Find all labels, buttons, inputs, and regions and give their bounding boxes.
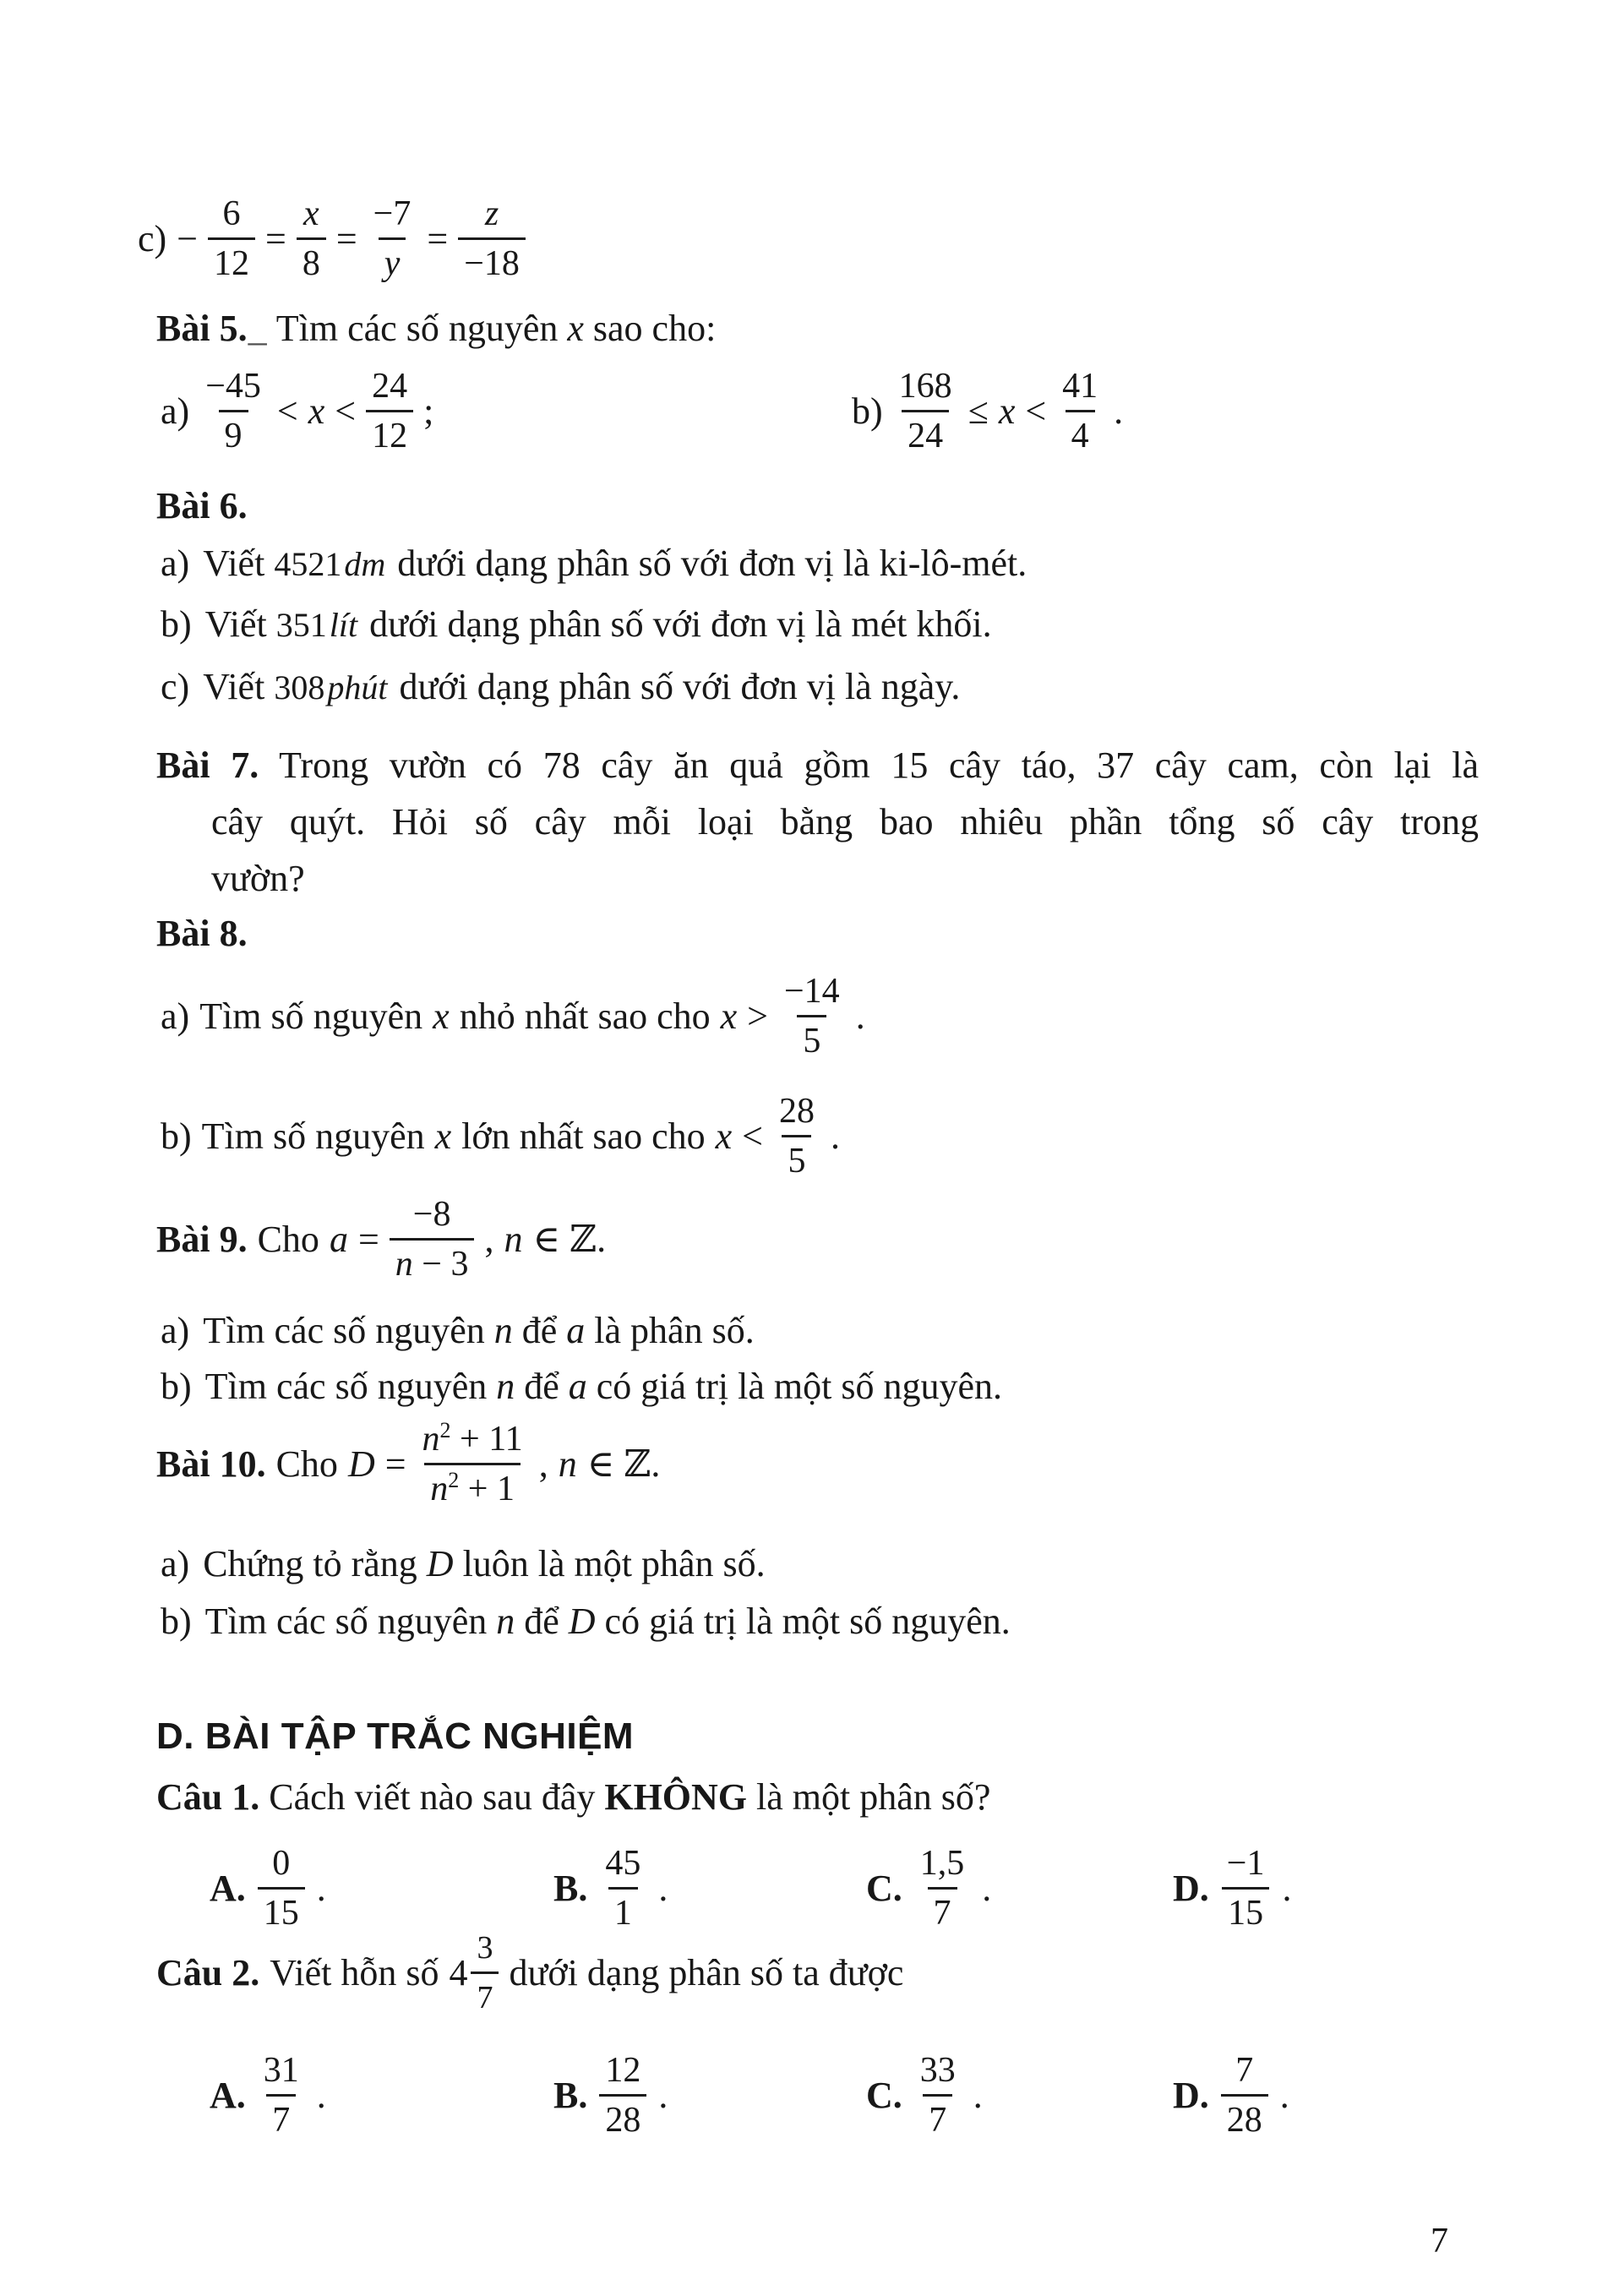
whole-number: 4 bbox=[449, 1952, 468, 1993]
exercise-label: Bài 8. bbox=[156, 913, 248, 954]
exercise-c-equation bbox=[138, 193, 526, 285]
option-letter: B. bbox=[553, 1868, 588, 1909]
denominator: 7 bbox=[471, 1972, 499, 2019]
unit: lít bbox=[329, 606, 358, 644]
denominator: 7 bbox=[928, 1887, 957, 1934]
item-label: b) bbox=[161, 1115, 192, 1157]
option-a bbox=[210, 1842, 326, 1934]
numerator: −8 bbox=[412, 1195, 451, 1234]
denominator: 5 bbox=[797, 1015, 826, 1062]
denominator: $n^2 + 1$ bbox=[424, 1463, 521, 1510]
punctuation: , bbox=[484, 1219, 494, 1260]
option-letter: C. bbox=[866, 1868, 902, 1909]
punctuation: . bbox=[316, 1868, 326, 1909]
equals-sign: = bbox=[335, 218, 357, 259]
fraction bbox=[199, 365, 267, 457]
exercise-label: Bài 5. bbox=[156, 308, 248, 349]
exercise-label: Bài 7. bbox=[156, 744, 259, 786]
numerator: 33 bbox=[919, 2051, 956, 2090]
option-c bbox=[866, 2049, 983, 2141]
item-label: a) bbox=[161, 1543, 190, 1584]
relation-sign: < bbox=[1025, 390, 1047, 432]
bai8-item-a bbox=[161, 970, 865, 1062]
minus-sign: − bbox=[177, 218, 199, 259]
item-text: Tìm các số nguyên bbox=[203, 1310, 485, 1351]
denominator: 28 bbox=[1221, 2094, 1268, 2141]
denominator: 8 bbox=[297, 237, 326, 285]
variable: a bbox=[568, 1366, 587, 1407]
item-text: có giá trị là một số nguyên. bbox=[604, 1601, 1011, 1642]
bai7-line3 bbox=[211, 850, 1479, 907]
numerator: 31 bbox=[263, 2051, 299, 2090]
question-text: dưới dạng phân số ta được bbox=[509, 1952, 904, 1993]
item-text: Viết bbox=[204, 603, 267, 645]
option-b bbox=[553, 1842, 668, 1934]
emphasized-word: KHÔNG bbox=[604, 1776, 748, 1818]
variable: n bbox=[504, 1219, 523, 1260]
page-number: 7 bbox=[1431, 2222, 1448, 2261]
fraction bbox=[893, 365, 958, 457]
bai6-item-c bbox=[161, 664, 960, 711]
variable: n bbox=[558, 1443, 577, 1485]
numerator: −14 bbox=[784, 972, 840, 1011]
item-text: dưới dạng phân số với đơn vị là ngày. bbox=[399, 666, 961, 707]
variable: x bbox=[720, 995, 738, 1037]
numerator: −1 bbox=[1226, 1844, 1265, 1883]
quantity: 308 bbox=[274, 668, 325, 706]
equals-sign: = bbox=[427, 218, 449, 259]
question-label: Câu 2. bbox=[156, 1952, 260, 1993]
option-letter: A. bbox=[210, 2075, 246, 2116]
variable: n bbox=[496, 1366, 515, 1407]
bai9-item-b bbox=[161, 1364, 1002, 1410]
fraction bbox=[1221, 2049, 1268, 2141]
item-text: để bbox=[524, 1366, 559, 1407]
quantity: 351 bbox=[275, 606, 327, 644]
item-text: nhỏ nhất sao cho bbox=[459, 995, 711, 1037]
numerator: x bbox=[303, 194, 319, 233]
cau1-question bbox=[156, 1775, 990, 1820]
variable: x bbox=[715, 1115, 733, 1157]
equals-sign: = bbox=[384, 1443, 406, 1485]
numerator: 6 bbox=[222, 194, 241, 233]
relation-sign: > bbox=[747, 995, 768, 1037]
bai7-line2 bbox=[211, 794, 1479, 850]
option-letter: D. bbox=[1173, 1868, 1209, 1909]
variable: n bbox=[496, 1601, 515, 1642]
bai5-item-a bbox=[161, 365, 433, 457]
punctuation: . bbox=[830, 1115, 840, 1157]
variable: x bbox=[998, 390, 1016, 432]
bai10-heading bbox=[156, 1418, 660, 1510]
fraction bbox=[458, 193, 526, 285]
numerator: −45 bbox=[205, 367, 261, 406]
fraction bbox=[1221, 1842, 1271, 1934]
variable: D bbox=[426, 1543, 454, 1584]
item-text: dưới dạng phân số với đơn vị là mét khối. bbox=[369, 603, 992, 645]
punctuation: . bbox=[855, 995, 865, 1037]
denominator: 5 bbox=[782, 1135, 811, 1182]
item-label: b) bbox=[161, 1366, 192, 1407]
item-label: a) bbox=[161, 390, 190, 432]
heading-text: sao cho: bbox=[592, 308, 717, 349]
bai7-line1 bbox=[156, 737, 1479, 794]
numerator: 45 bbox=[605, 1844, 641, 1883]
exercise-label: Bài 10. bbox=[156, 1443, 266, 1485]
punctuation: . bbox=[658, 1868, 668, 1909]
bai8-heading bbox=[156, 911, 248, 957]
set-condition: ∈ ℤ. bbox=[586, 1443, 661, 1485]
underscore-mark: _ bbox=[248, 308, 267, 349]
fraction bbox=[914, 1842, 971, 1934]
denominator: 7 bbox=[923, 2094, 952, 2141]
item-text: Tìm số nguyên bbox=[199, 995, 423, 1037]
item-text: Viết bbox=[203, 666, 265, 707]
question-text: là một phân số? bbox=[756, 1776, 991, 1818]
item-text: để bbox=[524, 1601, 559, 1642]
denominator: n − 3 bbox=[390, 1238, 475, 1285]
item-text: có giá trị là một số nguyên. bbox=[596, 1366, 1003, 1407]
bai8-item-b bbox=[161, 1090, 840, 1182]
denominator: 28 bbox=[599, 2094, 646, 2141]
heading-text: Cho bbox=[257, 1219, 319, 1260]
bai6-heading bbox=[156, 483, 248, 529]
variable: a bbox=[566, 1310, 586, 1351]
punctuation: , bbox=[538, 1443, 548, 1485]
numerator: 12 bbox=[605, 2051, 641, 2090]
option-letter: C. bbox=[866, 2075, 902, 2116]
numerator: $n^2 + 11$ bbox=[422, 1418, 523, 1459]
item-label: b) bbox=[852, 390, 883, 432]
item-text: Chứng tỏ rằng bbox=[203, 1543, 417, 1584]
fraction bbox=[258, 2049, 305, 2141]
denominator: −18 bbox=[458, 237, 526, 285]
item-text: lớn nhất sao cho bbox=[461, 1115, 706, 1157]
denominator: 7 bbox=[266, 2094, 296, 2141]
option-a bbox=[210, 2049, 326, 2141]
item-label: b) bbox=[161, 603, 192, 645]
cau2-options-row bbox=[0, 2049, 1597, 2159]
denominator: 12 bbox=[366, 410, 413, 457]
item-label: b) bbox=[161, 1601, 192, 1642]
punctuation: . bbox=[658, 2075, 668, 2116]
denominator: 24 bbox=[902, 410, 949, 457]
item-text: là phân số. bbox=[594, 1310, 755, 1351]
option-letter: A. bbox=[210, 1868, 246, 1909]
item-text: Viết bbox=[203, 543, 265, 584]
heading-text: Cho bbox=[275, 1443, 338, 1485]
fraction bbox=[417, 1418, 529, 1510]
numerator: 41 bbox=[1062, 367, 1098, 406]
variable: x bbox=[567, 308, 584, 349]
paragraph-text: vườn? bbox=[211, 858, 305, 899]
option-letter: D. bbox=[1173, 2075, 1209, 2116]
set-condition: ∈ ℤ. bbox=[532, 1219, 607, 1260]
relation-sign: < bbox=[335, 390, 357, 432]
punctuation: ; bbox=[423, 390, 434, 432]
item-text: dưới dạng phân số với đơn vị là ki-lô-mét. bbox=[397, 543, 1027, 584]
fraction bbox=[778, 970, 846, 1062]
item-label: a) bbox=[161, 543, 190, 584]
denominator: y bbox=[379, 237, 406, 285]
bai9-item-a bbox=[161, 1308, 755, 1354]
item-label: c) bbox=[138, 218, 167, 259]
denominator: 9 bbox=[219, 410, 248, 457]
item-label: c) bbox=[161, 666, 190, 707]
option-d bbox=[1173, 2049, 1289, 2141]
fraction bbox=[599, 1842, 646, 1934]
quantity: 4521 bbox=[274, 545, 342, 583]
heading-text: Tìm các số nguyên bbox=[275, 308, 559, 349]
fraction bbox=[773, 1090, 820, 1182]
relation-sign: ≤ bbox=[967, 390, 989, 432]
bai6-item-a bbox=[161, 541, 1027, 587]
denominator: 1 bbox=[608, 1887, 638, 1934]
variable: x bbox=[434, 1115, 452, 1157]
fraction bbox=[471, 1927, 499, 2019]
variable: a bbox=[329, 1219, 348, 1260]
bai5-item-b bbox=[852, 365, 1123, 457]
item-text: Tìm các số nguyên bbox=[204, 1601, 488, 1642]
item-text: luôn là một phân số. bbox=[462, 1543, 766, 1584]
unit: phút bbox=[327, 668, 388, 706]
numerator: 168 bbox=[898, 367, 952, 406]
exponent: 2 bbox=[439, 1418, 451, 1442]
item-text: Tìm số nguyên bbox=[201, 1115, 425, 1157]
item-label: a) bbox=[161, 1310, 190, 1351]
fraction bbox=[914, 2049, 962, 2141]
denominator: 12 bbox=[208, 237, 255, 285]
denominator: 4 bbox=[1066, 410, 1095, 457]
relation-sign: < bbox=[276, 390, 298, 432]
fraction bbox=[390, 1193, 475, 1285]
fraction bbox=[599, 2049, 646, 2141]
punctuation: . bbox=[973, 2075, 983, 2116]
numerator: 7 bbox=[1235, 2051, 1254, 2090]
question-text: Viết hỗn số bbox=[270, 1952, 439, 1993]
paragraph-text: cây quýt. Hỏi số cây mỗi loại bằng bao nhiêu phần tổng số cây trong bbox=[211, 801, 1479, 843]
section-d-title: D. BÀI TẬP TRẮC NGHIỆM bbox=[156, 1715, 635, 1757]
bai6-item-b bbox=[161, 602, 992, 648]
denominator: 15 bbox=[1222, 1887, 1269, 1934]
variable: n bbox=[493, 1310, 513, 1351]
fraction bbox=[368, 193, 417, 285]
question-label: Câu 1. bbox=[156, 1776, 260, 1818]
fraction bbox=[297, 193, 326, 285]
punctuation: . bbox=[1282, 1868, 1292, 1909]
bai7-paragraph bbox=[156, 737, 1479, 907]
bai10-item-b bbox=[161, 1599, 1011, 1644]
item-label: a) bbox=[161, 995, 190, 1037]
fraction bbox=[366, 365, 413, 457]
fraction bbox=[1056, 365, 1104, 457]
numerator: 0 bbox=[272, 1844, 291, 1883]
numerator: 24 bbox=[372, 367, 408, 406]
question-text: Cách viết nào sau đây bbox=[269, 1776, 596, 1818]
option-d bbox=[1173, 1842, 1291, 1934]
exercise-label: Bài 6. bbox=[156, 485, 248, 526]
item-text: để bbox=[521, 1310, 558, 1351]
variable: x bbox=[308, 390, 325, 432]
punctuation: . bbox=[1114, 390, 1124, 432]
item-text: Tìm các số nguyên bbox=[204, 1366, 488, 1407]
numerator: 1,5 bbox=[919, 1844, 965, 1883]
variable: D bbox=[568, 1601, 596, 1642]
fraction bbox=[258, 1842, 305, 1934]
punctuation: . bbox=[1279, 2075, 1289, 2116]
equals-sign: = bbox=[265, 218, 286, 259]
punctuation: . bbox=[316, 2075, 326, 2116]
option-c bbox=[866, 1842, 991, 1934]
variable: D bbox=[347, 1443, 375, 1485]
unit: dm bbox=[344, 545, 386, 583]
numerator: 3 bbox=[477, 1930, 493, 1966]
bai5-heading bbox=[156, 306, 716, 352]
exponent: 2 bbox=[448, 1468, 460, 1492]
bai9-heading bbox=[156, 1193, 606, 1285]
variable: x bbox=[433, 995, 450, 1037]
fraction bbox=[208, 193, 255, 285]
paragraph-text: Trong vườn có 78 cây ăn quả gồm 15 cây táo, 37 cây cam, còn lại là bbox=[279, 744, 1479, 786]
numerator: 28 bbox=[778, 1092, 815, 1131]
punctuation: . bbox=[982, 1868, 992, 1909]
cau2-question bbox=[156, 1927, 903, 2019]
exercise-label: Bài 9. bbox=[156, 1219, 248, 1260]
relation-sign: < bbox=[742, 1115, 763, 1157]
denominator: 15 bbox=[258, 1887, 305, 1934]
equals-sign: = bbox=[357, 1219, 379, 1260]
option-letter: B. bbox=[553, 2075, 588, 2116]
option-b bbox=[553, 2049, 668, 2141]
numerator: −7 bbox=[373, 194, 412, 233]
bai10-item-a bbox=[161, 1541, 766, 1587]
numerator: z bbox=[484, 194, 499, 233]
